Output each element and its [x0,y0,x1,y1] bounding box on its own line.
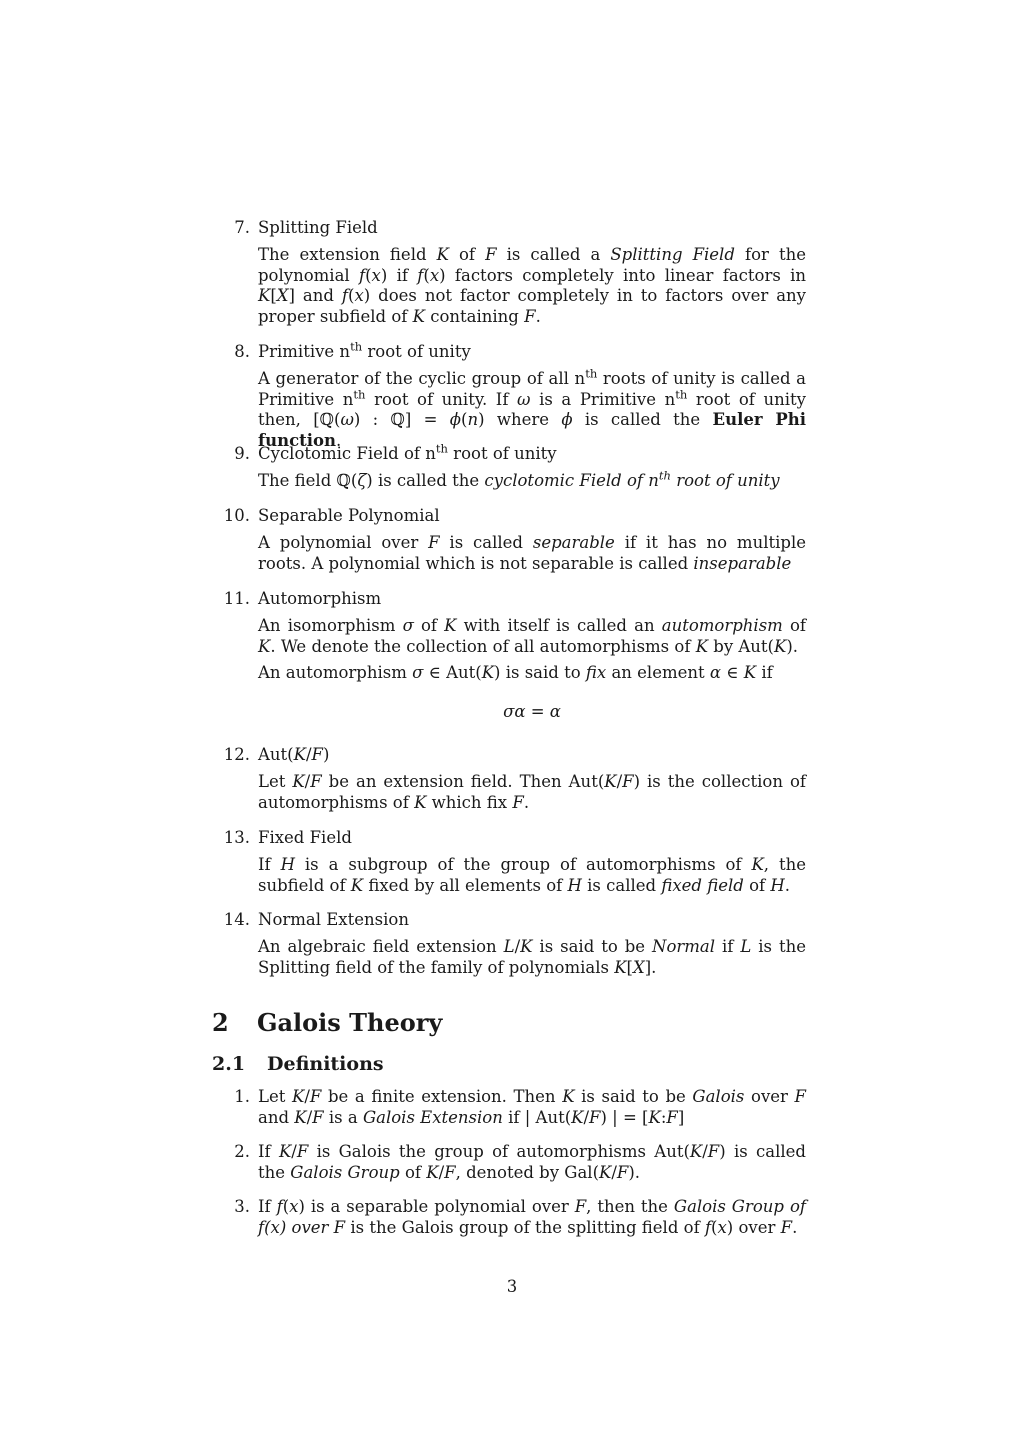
item-number: 14. [223,910,250,929]
display-equation: σα = α [503,702,561,721]
subsection-heading [212,1052,384,1076]
item-number: 7. [234,218,250,237]
definition-term: Aut(K/F) [258,745,330,764]
item-number: 10. [223,506,250,525]
item-number: 12. [223,745,250,764]
galois-definition-body: If K/F is Galois the group of automorphisms Aut(K/F) is called the Galois Group of K/F, denoted by Gal(K/F). [258,1142,806,1182]
definition-body: The extension field K of F is called a Splitting Field for the polynomial f(x) if f(x) factors completely into linear factors in K[X] and f(x) does not factor completely in to factors over any proper subfield of K containing F. [258,245,807,326]
galois-definition-body: If f(x) is a separable polynomial over F, then the Galois Group of f(x) over F is the Galois group of the splitting field of f(x) over F. [258,1197,806,1237]
definition-term: Separable Polynomial [258,506,440,525]
definition-term: Primitive $n^{th}$ root of unity [258,339,471,361]
item-number: 11. [223,589,250,608]
section-title: Galois Theory [257,1008,443,1037]
galois-definition-body: Let K/F be a finite extension. Then K is said to be Galois over F and K/F is a Galois Extension if | Aut(K/F) | = [K:F] [258,1087,806,1127]
item-number: 2. [234,1142,250,1161]
definition-body: A generator of the cyclic group of all $n^{th}$ roots of unity is called a Primitive $n^{th}$ root of unity. If ω is a Primitive $n^{th}$ root of unity then, [ℚ(ω) : ℚ] = ϕ(n) where ϕ is called the Euler Phi function. [258,366,807,450]
definition-term: Cyclotomic Field of $n^{th}$ root of unity [258,441,557,463]
definition-body: Let K/F be an extension field. Then Aut(K/F) is the collection of automorphisms of K which fix F. [258,772,806,812]
section-heading [212,1008,442,1038]
definition-body: If H is a subgroup of the group of automorphisms of K, the subfield of K fixed by all elements of H is called fixed field of H. [258,855,807,895]
definition-body: A polynomial over F is called separable if it has no multiple roots. A polynomial which is not separable is called inseparable [258,533,806,573]
item-number: 1. [234,1087,250,1106]
definition-term: Normal Extension [258,910,409,929]
definition-body: The field ℚ(ζ) is called the cyclotomic Field of $n^{th}$ root of unity [258,468,780,490]
definition-term: Fixed Field [258,828,352,847]
item-number: 8. [234,342,250,361]
definition-body: An algebraic field extension L/K is said to be Normal if L is the Splitting field of the family of polynomials K[X]. [258,937,806,977]
item-number: 9. [234,444,250,463]
definition-body-continued: An automorphism σ ∈ Aut(K) is said to fix an element α ∈ K if [258,663,773,682]
subsection-number: 2.1 [212,1053,246,1075]
section-number: 2 [212,1008,229,1037]
item-number: 13. [223,828,250,847]
page-number: 3 [506,1277,518,1296]
item-number: 3. [234,1197,250,1216]
subsection-title: Definitions [267,1053,384,1075]
definition-body: An isomorphism σ of K with itself is called an automorphism of K. We denote the collection of all automorphisms of K by Aut(K). [258,616,806,656]
definition-term: Splitting Field [258,218,378,237]
definition-term: Automorphism [258,589,382,608]
